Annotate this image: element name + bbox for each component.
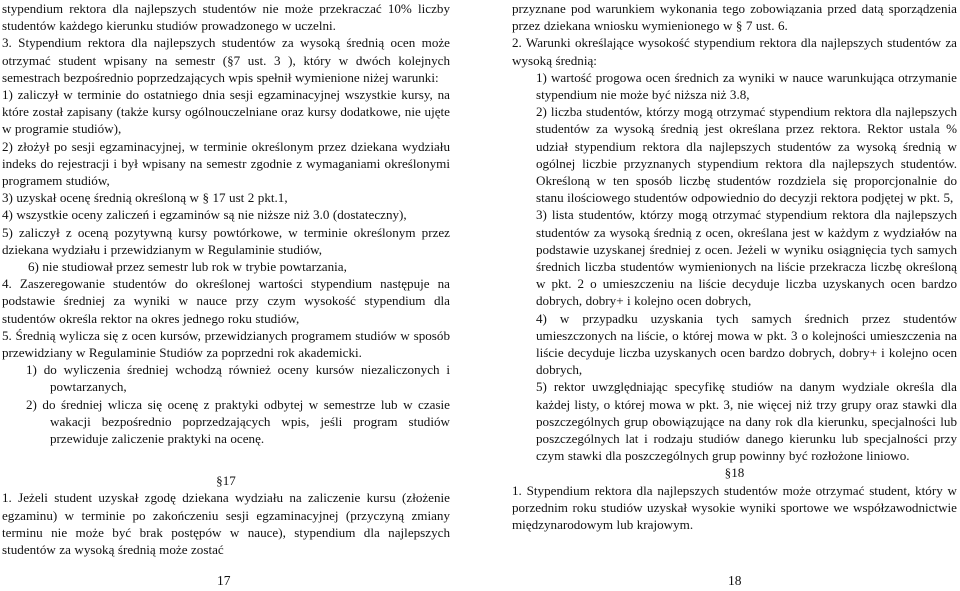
paragraph: przyznane pod warunkiem wykonania tego zobowiązania przed datą sporządzenia przez dziekana wniosku wymienionego w § 7 ust. 6.: [512, 1, 957, 34]
list-item: 1) zaliczył w terminie do ostatniego dnia sesji egzaminacyjnej wszystkie kursy, na które został zapisany (także kursy ogólnouczelniane oraz kursy dodatkowe, nie ujęte w programie studiów),: [2, 87, 450, 137]
left-column: [2, 0, 450, 558]
list-item: 4) wszystkie oceny zaliczeń i egzaminów są nie niższe niż 3.0 (dostateczny),: [2, 207, 407, 223]
list-item: 1) wartość progowa ocen średnich za wyniki w nauce warunkująca otrzymanie stypendium nie może być niższa niż 3.8,: [536, 69, 957, 103]
list-item: 5) rektor uwzględniając specyfikę studiów na danym wydziale określa dla każdej listy, o której mowa w pkt. 3, nie więcej niż trzy grupy oraz stawki dla poszczególnych grup obowiązujące na dany rok dla kierunku, specjalności lub poszczególnych lat i rodzaju studiów danego kierunku lub specjalności przy czym stawki dla poszczególnych grup powinny być rozłożone liniowo.: [536, 379, 957, 464]
paragraph: 1. Jeżeli student uzyskał zgodę dziekana wydziału na zaliczenie kursu (złożenie egzaminu) w terminie po zakończeniu sesji egzaminacyjnej (przyczyną zmiany terminu nie może być brak postępów w nauce), stypendium dla najlepszych studentów za wysoką średnią może zostać: [2, 490, 450, 558]
paragraph: 4. Zaszeregowanie studentów do określonej wartości stypendium następuje na podstawie średniej za wyniki w nauce przy czym wysokość stypendium dla studentów określa rektor na okres jednego roku studiów,: [2, 276, 450, 326]
list-item: 2) złożył po sesji egzaminacyjnej, w terminie określonym przez dziekana wydziału indeks do rejestracji i był wpisany na semestr zgodnie z wymaganiami określonymi programem studiów,: [2, 138, 450, 189]
list-item: 5) zaliczył z oceną pozytywną kursy powtórkowe, w terminie określonym przez dziekana wydziału i przewidzianym w Regulaminie studiów,: [2, 224, 450, 257]
right-column: [512, 0, 957, 533]
list-item: 6) nie studiował przez semestr lub rok w trybie powtarzania,: [28, 259, 347, 275]
list-item: 2) do średniej wlicza się ocenę z praktyki odbytej w semestrze lub w czasie wakacji bezpośrednio poprzedzających wpis, jeśli program studiów przewiduje zaliczenie praktyki na ocenę.: [26, 396, 450, 447]
paragraph: 2. Warunki określające wysokość stypendium rektora dla najlepszych studentów za wysoką średnią:: [512, 35, 957, 68]
list-item: 2) liczba studentów, którzy mogą otrzymać stypendium rektora dla najlepszych studentów za wysoką średnią jest określana przez rektora. Rektor ustala % udział stypendium rektora dla najlepszych studentów za wysoką średnią w ogólnej liczbie przyznanych stypendium rektora dla najlepszych studentów. Określoną w ten sposób liczbę studentów rozdziela się proporcjonalnie do stanu ilościowego studentów odpowiednio do decyzji rektora podjętej w pkt. 5,: [536, 104, 957, 206]
page-number-right: 18: [728, 573, 742, 588]
list-item: 1) do wyliczenia średniej wchodzą również oceny kursów niezaliczonych i powtarzanych,: [26, 362, 450, 395]
section-heading: §17: [216, 473, 236, 489]
list-item: 3) lista studentów, którzy mogą otrzymać stypendium rektora dla najlepszych studentów za wysoką średnią z ocen, określana jest w każdym z wydziałów na podstawie uzyskanej średniej z ocen. Jeżeli w wyniku osiągnięcia tych samych średnich liczba studentów wymienionych na liście przekracza liczbę określoną w pkt. 2 o umieszczeniu na liście decyduje liczba uzyskanych ocen bardzo dobrych, dobry+ i kolejno ocen dobrych,: [536, 207, 957, 309]
page-number-left: 17: [217, 573, 231, 588]
paragraph: 1. Stypendium rektora dla najlepszych studentów może otrzymać student, który w porzednim roku studiów uzyskał wysokie wyniki sportowe we współzawodnictwie międzynarodowym lub krajowym.: [512, 482, 957, 533]
list-item: 3) uzyskał ocenę średnią określoną w § 17 ust 2 pkt.1,: [2, 190, 288, 206]
section-heading: §18: [724, 465, 745, 481]
paragraph: stypendium rektora dla najlepszych studentów nie może przekraczać 10% liczby studentów każdego kierunku studiów prowadzonego w uczelni.: [2, 1, 450, 34]
paragraph: 5. Średnią wylicza się z ocen kursów, przewidzianych programem studiów w sposób przewidziany w Regulaminie Studiów za poprzedni rok akademicki.: [2, 327, 450, 361]
paragraph: 3. Stypendium rektora dla najlepszych studentów za wysoką średnią ocen może otrzymać student wpisany na semestr (§7 ust. 3 ), który w dwóch kolejnych semestrach bezpośrednio poprzedzających wpis spełnił wymienione niżej warunki:: [2, 35, 450, 85]
list-item: 4) w przypadku uzyskania tych samych średnich przez studentów umieszczonych na liście, o której mowa w pkt. 3 o kolejności umieszczenia na liście decyduje liczba uzyskanych ocen bardzo dobrych, dobry+ i kolejno ocen dobrych,: [536, 310, 957, 378]
